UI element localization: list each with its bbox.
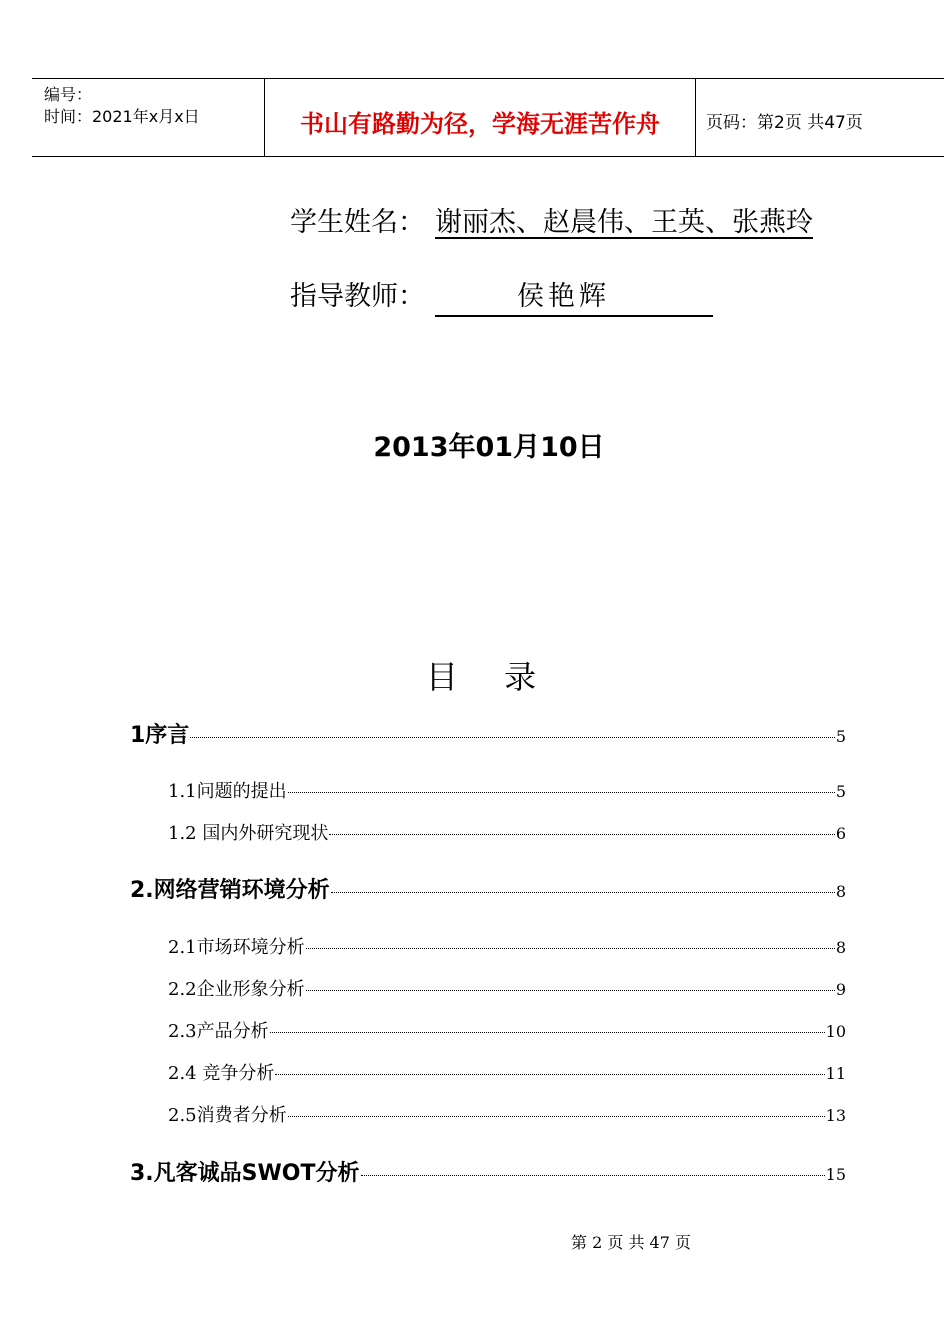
toc-entry[interactable] xyxy=(168,975,846,1001)
document-time-label: 时间：2021年x月x日 xyxy=(44,107,200,126)
toc-entry[interactable] xyxy=(168,1017,846,1043)
toc-entry[interactable] xyxy=(168,1059,846,1085)
toc-entry-label: 1.2 国内外研究现状 xyxy=(168,823,329,844)
teacher-label: 指导教师： xyxy=(290,281,425,312)
toc-entry-page: 9 xyxy=(835,980,846,999)
toc-entry-page: 5 xyxy=(835,727,846,746)
student-name-label: 学生姓名： xyxy=(290,207,425,238)
toc-entry-page: 15 xyxy=(825,1165,846,1184)
toc-entry[interactable] xyxy=(130,1156,846,1187)
toc-leader-dots xyxy=(288,1116,825,1117)
toc-leader-dots xyxy=(331,892,835,893)
toc-leader-dots xyxy=(288,792,835,793)
toc-entry-label: 2.3产品分析 xyxy=(168,1021,269,1042)
header-page-label: 页码：第2页 共47页 xyxy=(706,113,863,133)
toc-entry-label: 2.网络营销环境分析 xyxy=(130,878,330,903)
toc-leader-dots xyxy=(275,1074,824,1075)
toc-entry-label: 2.2企业形象分析 xyxy=(168,979,305,1000)
toc-entry-page: 11 xyxy=(825,1064,846,1083)
toc-entry-page: 13 xyxy=(825,1106,846,1125)
header-meta xyxy=(44,84,200,128)
toc-entry-label: 2.4 竞争分析 xyxy=(168,1063,275,1084)
toc-entry-label: 2.5消费者分析 xyxy=(168,1105,287,1126)
toc-entry-page: 8 xyxy=(835,882,846,901)
toc-entry[interactable] xyxy=(168,777,846,803)
toc-entry[interactable] xyxy=(130,873,846,904)
toc-entry-label: 3.凡客诚品SWOT分析 xyxy=(130,1161,360,1186)
toc-entry-label: 1.1问题的提出 xyxy=(168,781,287,802)
toc-leader-dots xyxy=(329,834,834,835)
student-name-value: 谢丽杰、赵晨伟、王英、张燕玲 xyxy=(435,207,813,238)
header-motto: 书山有路勤为径，学海无涯苦作舟 xyxy=(300,109,660,138)
toc-leader-dots xyxy=(306,948,835,949)
toc-title: 目 录 xyxy=(425,658,555,696)
toc-leader-dots xyxy=(270,1032,825,1033)
header-divider-right xyxy=(695,78,696,156)
toc-entry-page: 10 xyxy=(825,1022,846,1041)
toc-entry-page: 6 xyxy=(835,824,846,843)
header-top-rule xyxy=(32,78,944,79)
document-date: 2013年01月10日 xyxy=(373,432,605,463)
toc-entry-label: 1序言 xyxy=(130,723,190,748)
toc-entry-label: 2.1市场环境分析 xyxy=(168,937,305,958)
teacher-value: 侯艳辉 xyxy=(435,279,713,317)
page-footer: 第 2 页 共 47 页 xyxy=(571,1233,691,1252)
document-number-label: 编号： xyxy=(44,85,93,104)
toc-entry[interactable] xyxy=(130,718,846,749)
toc-entry[interactable] xyxy=(168,1101,846,1127)
toc-entry[interactable] xyxy=(168,819,846,845)
toc-entry-page: 8 xyxy=(835,938,846,957)
toc-leader-dots xyxy=(190,737,835,738)
toc-leader-dots xyxy=(361,1175,825,1176)
toc-entry[interactable] xyxy=(168,933,846,959)
toc-entry-page: 5 xyxy=(835,782,846,801)
teacher-field xyxy=(290,274,713,317)
header-bottom-rule xyxy=(32,156,944,157)
toc-leader-dots xyxy=(306,990,835,991)
student-name-field xyxy=(290,200,813,239)
